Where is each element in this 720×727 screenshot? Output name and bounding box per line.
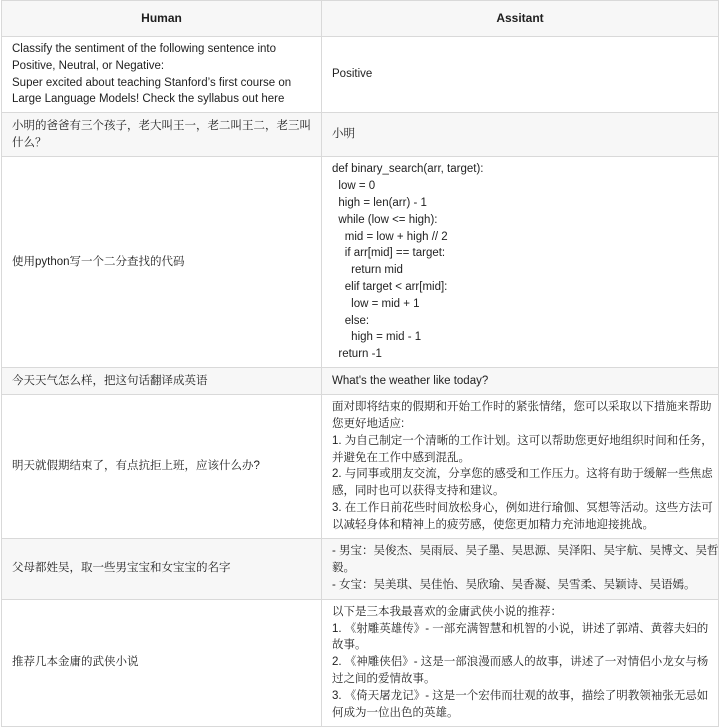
text-line: 并避免在工作中感到混乱。: [332, 451, 470, 464]
text-line: - 男宝：吴俊杰、吴雨辰、吴子墨、吴思源、吴泽阳、吴宇航、吴博文、吴哲: [332, 545, 719, 558]
conversation-table: [1, 0, 719, 727]
text-line: Large Language Models! Check the syllabus out here: [12, 93, 285, 106]
text-line: 毅。: [332, 562, 355, 575]
assistant-cell: [322, 599, 719, 726]
text-line: 故事。: [332, 639, 367, 652]
assistant-cell: [322, 37, 719, 113]
text-line: 1. 《射雕英雄传》- 一部充满智慧和机智的小说，讲述了郭靖、黄蓉夫妇的: [332, 622, 709, 635]
text-line: 以减轻身体和精神上的疲劳感，使您更加精力充沛地迎接挑战。: [332, 518, 654, 531]
table-row: [2, 599, 719, 726]
text-line: 父母都姓吴，取一些男宝宝和女宝宝的名字: [12, 562, 231, 575]
assistant-cell: [322, 538, 719, 599]
text-line: 过之间的爱情故事。: [332, 672, 436, 685]
human-cell: [2, 157, 322, 368]
text-line: 3. 《倚天屠龙记》- 这是一个宏伟而壮观的故事，描绘了明教领袖张无忌如: [332, 689, 709, 702]
text-line: 小明: [332, 128, 355, 141]
code-line: elif target < arr[mid]:: [332, 280, 448, 293]
text-line: Positive: [332, 68, 373, 81]
text-line: 推荐几本金庸的武侠小说: [12, 656, 139, 669]
code-line: return mid: [332, 264, 403, 277]
code-line: def binary_search(arr, target):: [332, 163, 484, 176]
human-column-header: Human: [2, 1, 322, 37]
text-line: 以下是三本我最喜欢的金庸武侠小说的推荐：: [332, 605, 562, 618]
human-cell: [2, 538, 322, 599]
text-line: 3. 在工作日前花些时间放松身心，例如进行瑜伽、冥想等活动。这些方法可: [332, 501, 713, 514]
text-line: 明天就假期结束了，有点抗拒上班，应该什么办?: [12, 459, 260, 472]
text-line: 使用python写一个二分查找的代码: [12, 255, 185, 268]
text-line: - 女宝：吴美琪、吴佳怡、吴欣瑜、吴香凝、吴雪柔、吴颖诗、吴语嫣。: [332, 578, 696, 591]
code-line: low = mid + 1: [332, 297, 420, 310]
human-cell: [2, 395, 322, 538]
text-line: 今天天气怎么样，把这句话翻译成英语: [12, 374, 208, 387]
text-line: 2. 《神雕侠侣》- 这是一部浪漫而感人的故事，讲述了一对情侣小龙女与杨: [332, 656, 709, 669]
table-row: [2, 538, 719, 599]
text-line: 面对即将结束的假期和开始工作时的紧张情绪，您可以采取以下措施来帮助: [332, 401, 712, 414]
assistant-cell: [322, 395, 719, 538]
assistant-column-header: Assitant: [322, 1, 719, 37]
assistant-cell: [322, 157, 719, 368]
header-row: [2, 1, 719, 37]
code-line: high = mid - 1: [332, 331, 422, 344]
text-line: 感，同时也可以获得支持和建议。: [332, 485, 505, 498]
table-row: [2, 113, 719, 157]
human-cell: [2, 599, 322, 726]
code-line: else:: [332, 314, 370, 327]
table-row: [2, 368, 719, 395]
code-line: mid = low + high // 2: [332, 230, 448, 243]
text-line: 2. 与同事或朋友交流，分享您的感受和工作压力。这将有助于缓解一些焦虑: [332, 468, 713, 481]
text-line: 小明的爸爸有三个孩子，老大叫王一，老二叫王二，老三叫: [12, 119, 311, 132]
text-line: 何成为一位出色的英雄。: [332, 706, 459, 719]
text-line: 什么？: [12, 136, 47, 149]
text-line: 您更好地适应:: [332, 417, 405, 430]
code-line: if arr[mid] == target:: [332, 247, 446, 260]
text-line: 1. 为自己制定一个清晰的工作计划。这可以帮助您更好地组织时间和任务，: [332, 434, 713, 447]
human-cell: [2, 113, 322, 157]
table-row: [2, 157, 719, 368]
assistant-cell: [322, 368, 719, 395]
text-line: What's the weather like today?: [332, 374, 489, 387]
human-cell: [2, 368, 322, 395]
text-line: Positive, Neutral, or Negative:: [12, 59, 165, 72]
text-line: Classify the sentiment of the following sentence into: [12, 43, 277, 55]
assistant-cell: [322, 113, 719, 157]
code-line: return -1: [332, 348, 382, 361]
table-row: [2, 395, 719, 538]
human-cell: [2, 37, 322, 113]
code-line: high = len(arr) - 1: [332, 197, 427, 209]
text-line: Super excited about teaching Stanford’s first course on: [12, 76, 292, 89]
table-row: [2, 37, 719, 113]
code-line: low = 0: [332, 180, 376, 193]
code-line: while (low <= high):: [332, 213, 438, 226]
